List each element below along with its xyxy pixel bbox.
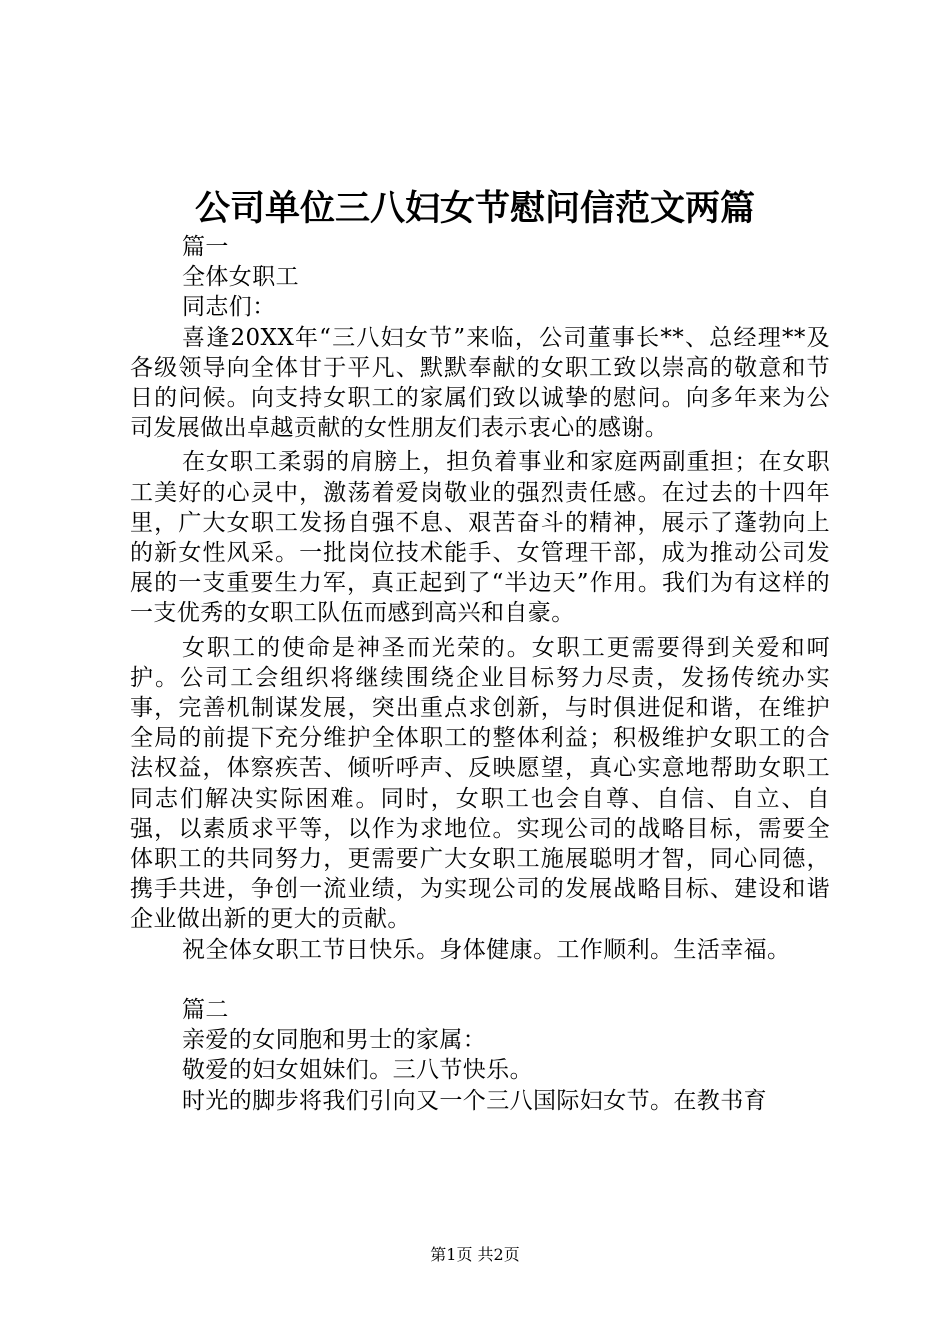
- part2-salutation-recipient: 亲爱的女同胞和男士的家属：: [182, 1027, 487, 1054]
- section-spacer: [130, 965, 830, 995]
- part1-salutation-recipient: 全体女职工: [182, 264, 299, 291]
- part1-paragraph: 喜逢20XX年“三八妇女节”来临，公司董事长**、总经理**及各级领导向全体甘于平凡、默默奉献的女职工致以崇高的敬意和节日的问候。向支持女职工的家属们致以诚挚的慰问。向多年来为公司发展做出卓越贡献的女性朋友们表示衷心的感谢。: [130, 324, 830, 442]
- part2-paragraph-start: 时光的脚步将我们引向又一个三八国际妇女节。在教书育: [182, 1087, 767, 1114]
- part2-heading: 篇二: [182, 997, 229, 1023]
- page-footer: 第1页 共2页: [430, 1245, 520, 1264]
- document-title: 公司单位三八妇女节慰问信范文两篇: [194, 188, 755, 229]
- part1-paragraph: 女职工的使命是神圣而光荣的。女职工更需要得到关爱和呵护。公司工会组织将继续围绕企业目标努力尽责，发扬传统办实事，完善机制谋发展，突出重点求创新，与时俱进促和谐，在维护全局的前提下充分维护全体职工的整体利益；积极维护女职工的合法权益，体察疾苦、倾听呼声、反映愿望，真心实意地帮助女职工同志们解决实际困难。同时，女职工也会自尊、自信、自立、自强，以素质求平等，以作为求地位。实现公司的战略目标，需要全体职工的共同努力，更需要广大女职工施展聪明才智，同心同德，携手共进，争创一流业绩，为实现公司的发展战略目标、建设和谐企业做出新的更大的贡献。: [130, 634, 830, 933]
- part1-salutation-comrades: 同志们：: [182, 294, 276, 321]
- document-body: [130, 232, 830, 1116]
- part2-salutation-greeting: 敬爱的妇女姐妹们。三八节快乐。: [182, 1057, 533, 1084]
- part1-closing: 祝全体女职工节日快乐。身体健康。工作顺利。生活幸福。: [182, 936, 791, 963]
- part1-heading: 篇一: [182, 234, 229, 260]
- part1-paragraph: 在女职工柔弱的肩膀上，担负着事业和家庭两副重担；在女职工美好的心灵中，激荡着爱岗敬业的强烈责任感。在过去的十四年里，广大女职工发扬自强不息、艰苦奋斗的精神，展示了蓬勃向上的新女性风采。一批岗位技术能手、女管理干部，成为推动公司发展的一支重要生力军，真正起到了“半边天”作用。我们为有这样的一支优秀的女职工队伍而感到高兴和自豪。: [130, 449, 830, 627]
